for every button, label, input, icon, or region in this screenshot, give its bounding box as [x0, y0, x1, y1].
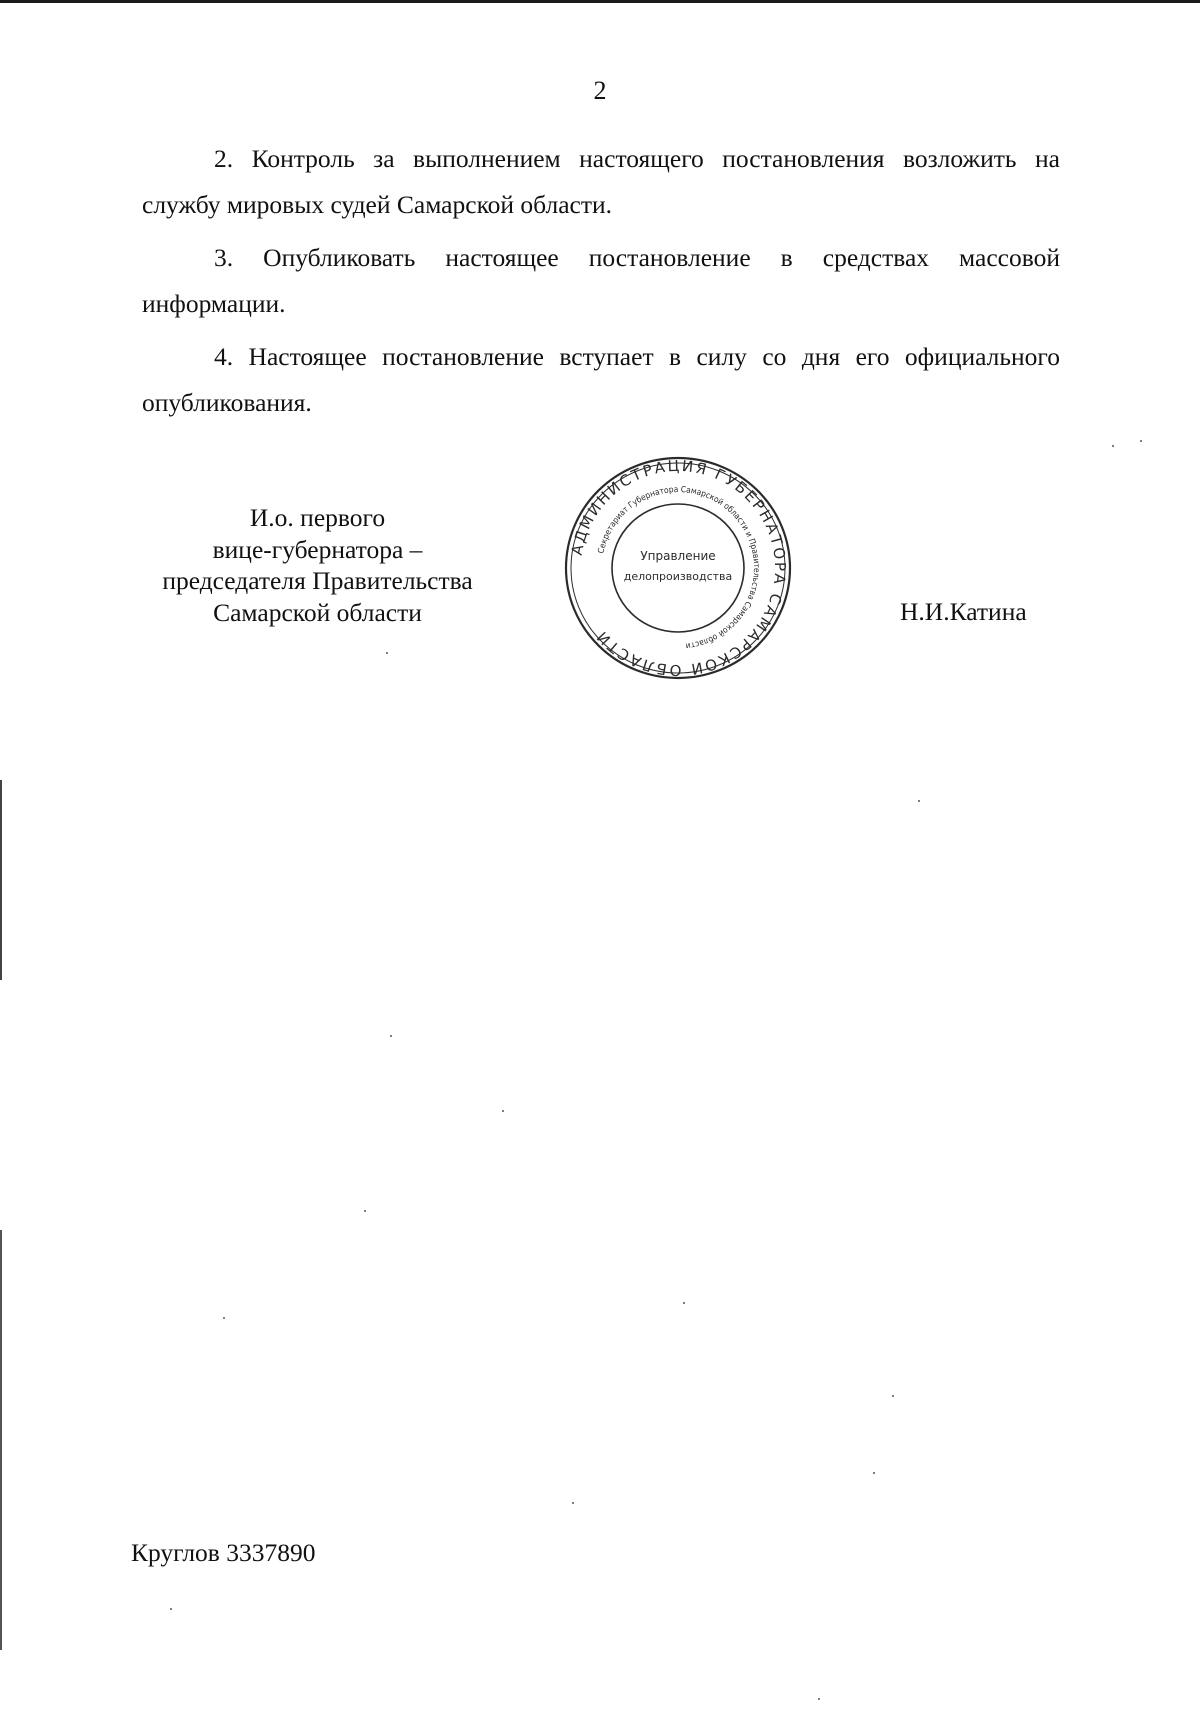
- executor-note: Круглов 3337890: [131, 1538, 316, 1567]
- signatory-title: [140, 502, 495, 628]
- signatory-title-line: вице-губернатора –: [212, 534, 423, 564]
- signatory-title-line: председателя Правительства: [162, 566, 473, 595]
- scan-top-edge: [0, 0, 1200, 3]
- seal-outer-text: АДМИНИСТРАЦИЯ ГУБЕРНАТОРА САМАРСКОЙ ОБЛАСТИ: [567, 456, 790, 680]
- signatory-title-line: Самарской области: [213, 597, 422, 627]
- seal-center-line-2: делопроизводства: [623, 570, 733, 583]
- paragraph-effective-date: 4. Настоящее постановление вступает в силу со дня его официального опубликования.: [142, 342, 1060, 417]
- scan-left-edge-lower: [0, 1230, 2, 1650]
- svg-text:Секретариат Губернатора Самарс: [595, 484, 762, 652]
- seal-center-line-1: Управление: [640, 549, 716, 563]
- seal-inner-text: Секретариат Губернатора Самарской области и Правительства Самарской области: [595, 483, 763, 652]
- paragraph-control: 2. Контроль за выполнением настоящего постановления возложить на службу мировых судей Самарской области.: [142, 144, 1060, 219]
- page-number: 2: [593, 76, 607, 105]
- signatory-name: Н.И.Катина: [900, 597, 1027, 626]
- paragraph-publish: 3. Опубликовать настоящее постановление в средствах массовой информации.: [142, 243, 1060, 318]
- signatory-title-line: И.о. первого: [249, 503, 386, 532]
- scan-left-edge: [0, 780, 2, 980]
- official-seal: [561, 452, 795, 684]
